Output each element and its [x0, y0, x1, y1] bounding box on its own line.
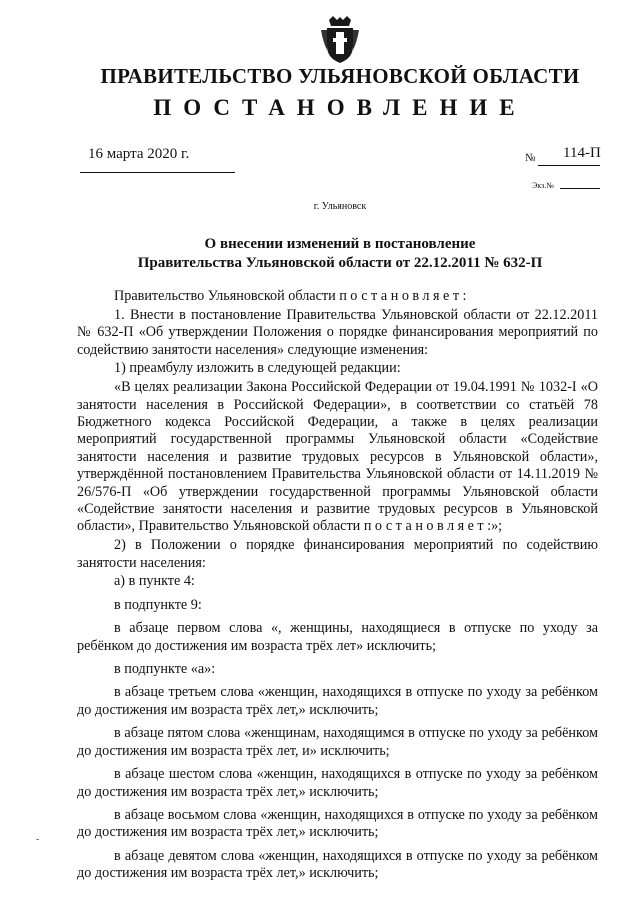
intro-prefix: Правительство Ульяновской области: [114, 288, 340, 304]
intro-suffix: :: [462, 288, 467, 304]
paragraph: в абзаце восьмом слова «женщин, находящихся в отпуске по уходу за ребёнком до достижения им возраста трёх лет,» исключить;: [77, 806, 598, 841]
number-underline: [538, 165, 600, 166]
preamble-text: «В целях реализации Закона Российской Федерации от 19.04.1991 № 1032-I «О занятости населения в Российской Федерации», в соответствии со статьёй 78 Бюджетного кодекса Российской Федерации, а также в целях реализации мероприятий государственной программы Ульяновской области «Содействие занятости населения и развитие трудовых ресурсов в Ульяновской области», утверждённой постановлением Правительства Ульяновской области от 14.11.2019 № 26/576-П «Об утверждении государственной программы Ульяновской области «Содействие занятости населения и развитие трудовых ресурсов в Ульяновской области», Правительство Ульяновской области: [77, 379, 598, 535]
document-type: ПОСТАНОВЛЕНИЕ: [153, 95, 527, 120]
paragraph: 1) преамбулу изложить в следующей редакции:: [114, 360, 401, 377]
paragraph: в абзаце пятом слова «женщинам, находящимся в отпуске по уходу за ребёнком до достижения им возраста трёх лет, и» исключить;: [77, 725, 598, 759]
paragraph: 2) в Положении о порядке финансирования мероприятий по содействию занятости населения:: [77, 537, 598, 571]
intro-decree-word: постановляет: [339, 288, 463, 304]
paragraph: в абзаце третьем слова «женщин, находящихся в отпуске по уходу за ребёнком до достижения им возраста трёх лет,» исключить;: [77, 684, 598, 718]
paragraph: в абзаце шестом слова «женщин, находящихся в отпуске по уходу за ребёнком до достижения им возраста трёх лет,» исключить;: [77, 766, 598, 800]
paragraph: в абзаце первом слова «, женщины, находящиеся в отпуске по уходу за ребёнком до достижения им возраста трёх лет» исключить;: [77, 620, 598, 654]
margin-mark: -: [36, 834, 40, 845]
preamble-decree-word: постановляет: [363, 518, 488, 535]
preamble-paragraph: [77, 379, 598, 536]
copy-number-underline: [560, 188, 600, 189]
organization-name: ПРАВИТЕЛЬСТВО УЛЬЯНОВСКОЙ ОБЛАСТИ: [100, 64, 580, 88]
city: г. Ульяновск: [313, 201, 367, 212]
paragraph: 1. Внести в постановление Правительства Ульяновской области от 22.12.2011 № 632-П «Об утверждении Положения о порядке финансирования мероприятий по содействию занятости населения» следующие изменения:: [77, 306, 598, 358]
number-sign: №: [525, 152, 536, 164]
document-number: 114-П: [563, 145, 601, 161]
document-date: 16 марта 2020 г.: [88, 146, 190, 162]
paragraph: а) в пункте 4:: [114, 573, 195, 590]
coat-of-arms-icon: [319, 16, 361, 64]
intro-paragraph: [77, 288, 598, 305]
title-line-1: О внесении изменений в постановление: [204, 236, 476, 252]
document-title: [80, 235, 600, 273]
paragraph: в абзаце девятом слова «женщин, находящихся в отпуске по уходу за ребёнком до достижения им возраста трёх лет,» исключить;: [77, 847, 598, 882]
preamble-suffix: :»;: [487, 518, 503, 535]
paragraph: в подпункте «а»:: [114, 661, 216, 678]
date-underline: [80, 172, 235, 173]
document-body: [77, 288, 598, 889]
paragraph: в подпункте 9:: [114, 596, 202, 613]
copy-number-label: Экз.№: [532, 181, 554, 190]
title-line-2: Правительства Ульяновской области от 22.12.2011 № 632-П: [137, 255, 543, 271]
